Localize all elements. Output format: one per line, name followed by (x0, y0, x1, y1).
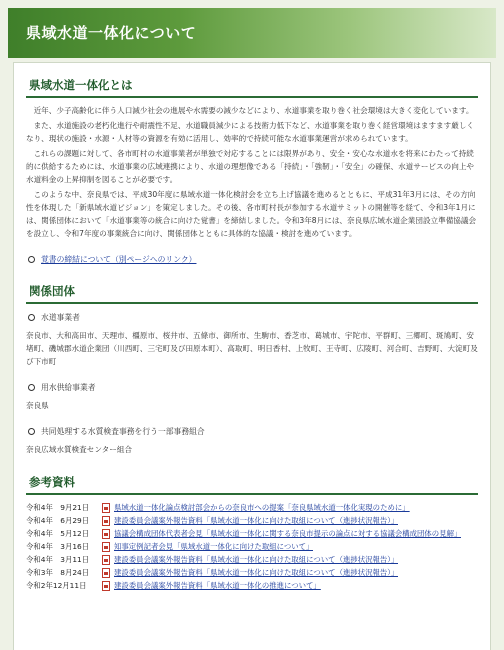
list-item (26, 566, 478, 579)
pdf-icon (102, 568, 110, 578)
reference-link[interactable]: 県域水道一体化論点検討部会からの奈良市への提案「奈良県域水道一体化実現のために」 (114, 503, 410, 512)
list-item (26, 501, 478, 514)
reference-link[interactable]: 建設委員会議案外報告資料「県域水道一体化に向けた取組について（進捗状況報告）」 (114, 568, 399, 577)
pdf-icon (102, 516, 110, 526)
group-title (28, 426, 478, 437)
group-title (28, 382, 478, 393)
pdf-icon (102, 581, 110, 591)
reference-link[interactable]: 知事定例記者会見「県域水道一体化に向けた取組について」 (114, 542, 314, 551)
group-title-text: 用水供給事業者 (41, 383, 96, 392)
page-banner (8, 8, 496, 58)
reference-list (26, 501, 478, 592)
content-area (13, 62, 491, 650)
paragraph: また、水道施設の老朽化進行や耐震性不足、水道職員減少による技術力低下など、水道事業を取り巻く経営環境はますます厳しくなり、現状の施設・水源・人材等の資源を有効に活用し、効率的で持続可能な水道事業運営が求められています。 (26, 121, 475, 143)
group-title-text: 水道事業者 (41, 313, 80, 322)
list-item (26, 527, 478, 540)
bullet-circle-icon (28, 256, 35, 263)
bullet-circle-icon (28, 384, 35, 391)
reference-date: 令和4年 3月11日 (26, 555, 90, 564)
list-item (26, 553, 478, 566)
reference-date: 令和3年 8月24日 (26, 568, 90, 577)
group-title (28, 312, 478, 323)
reference-link[interactable]: 協議会構成団体代表者会見「県域水道一体化に関する奈良市提示の論点に対する協議会構成団体の見解」 (114, 529, 462, 538)
bullet-circle-icon (28, 428, 35, 435)
reference-link[interactable]: 建設委員会議案外報告資料「県域水道一体化に向けた取組について（進捗状況報告）」 (114, 555, 399, 564)
memo-link-item (28, 254, 478, 265)
reference-date: 令和4年 3月16日 (26, 542, 90, 551)
bullet-circle-icon (28, 314, 35, 321)
reference-date: 令和4年 9月21日 (26, 503, 90, 512)
reference-date: 令和4年 5月12日 (26, 529, 90, 538)
pdf-icon (102, 529, 110, 539)
reference-link[interactable]: 建設委員会議案外報告資料「県域水道一体化の推進について」 (114, 581, 321, 590)
section-heading-organizations: 関係団体 (26, 283, 478, 304)
list-item (26, 540, 478, 553)
pdf-icon (102, 503, 110, 513)
paragraph: これらの課題に対して、各市町村の水道事業者が単独で対応することには限界があり、安全・安心な水道水を将来にわたって持続的に供給するためには、水道事業の広域連携により、水道の理想像である「持続」・「強靭」・「安全」の確保、水道サービスの向上や水道料金の上昇抑制を図ることが必要です。 (26, 149, 475, 184)
group-title-text: 共同処理する水質検査事務を行う一部事務組合 (41, 427, 205, 436)
paragraph: このような中、奈良県では、平成30年度に県域水道一体化検討会を立ち上げ協議を進めるとともに、平成31年3月には、その方向性を体現した「新県域水道ビジョン」を策定しました。その後、各市町村長が参加する水道サミットの開催等を経て、令和3年1月には、関係団体において「水道事業等の統合に向けた覚書」を締結しました。令和3年8月には、奈良県広域水道企業団設立準備協議会を設立し、令和7年度の事業統合に向け、関係団体とともに具体的な協議・検討を進めています。 (26, 190, 477, 238)
memo-link[interactable]: 覚書の締結について（別ページへのリンク） (41, 255, 197, 264)
section-heading-about: 県域水道一体化とは (26, 77, 478, 98)
page-title: 県域水道一体化について (26, 24, 197, 42)
reference-link[interactable]: 建設委員会議案外報告資料「県域水道一体化に向けた取組について（進捗状況報告）」 (114, 516, 399, 525)
reference-date: 令和2年12月11日 (26, 581, 87, 590)
reference-date: 令和4年 6月29日 (26, 516, 90, 525)
group-body: 奈良広域水質検査センター組合 (26, 445, 133, 454)
list-item (26, 514, 478, 527)
pdf-icon (102, 542, 110, 552)
pdf-icon (102, 555, 110, 565)
paragraph: 近年、少子高齢化に伴う人口減少社会の進展や水需要の減少などにより、水道事業を取り巻く社会環境は大きく変化しています。 (33, 106, 474, 115)
group-body: 奈良県 (26, 401, 49, 410)
list-item (26, 579, 478, 592)
group-body: 奈良市、大和高田市、天理市、橿原市、桜井市、五條市、御所市、生駒市、香芝市、葛城市、宇陀市、平群町、三郷町、斑鳩町、安堵町、磯城郡水道企業団（川西町、三宅町及び田原本町）、高取町、明日香村、上牧町、王寺町、広陵町、河合町、吉野町、大淀町及び下市町 (26, 331, 478, 366)
section-heading-references: 参考資料 (26, 474, 478, 495)
